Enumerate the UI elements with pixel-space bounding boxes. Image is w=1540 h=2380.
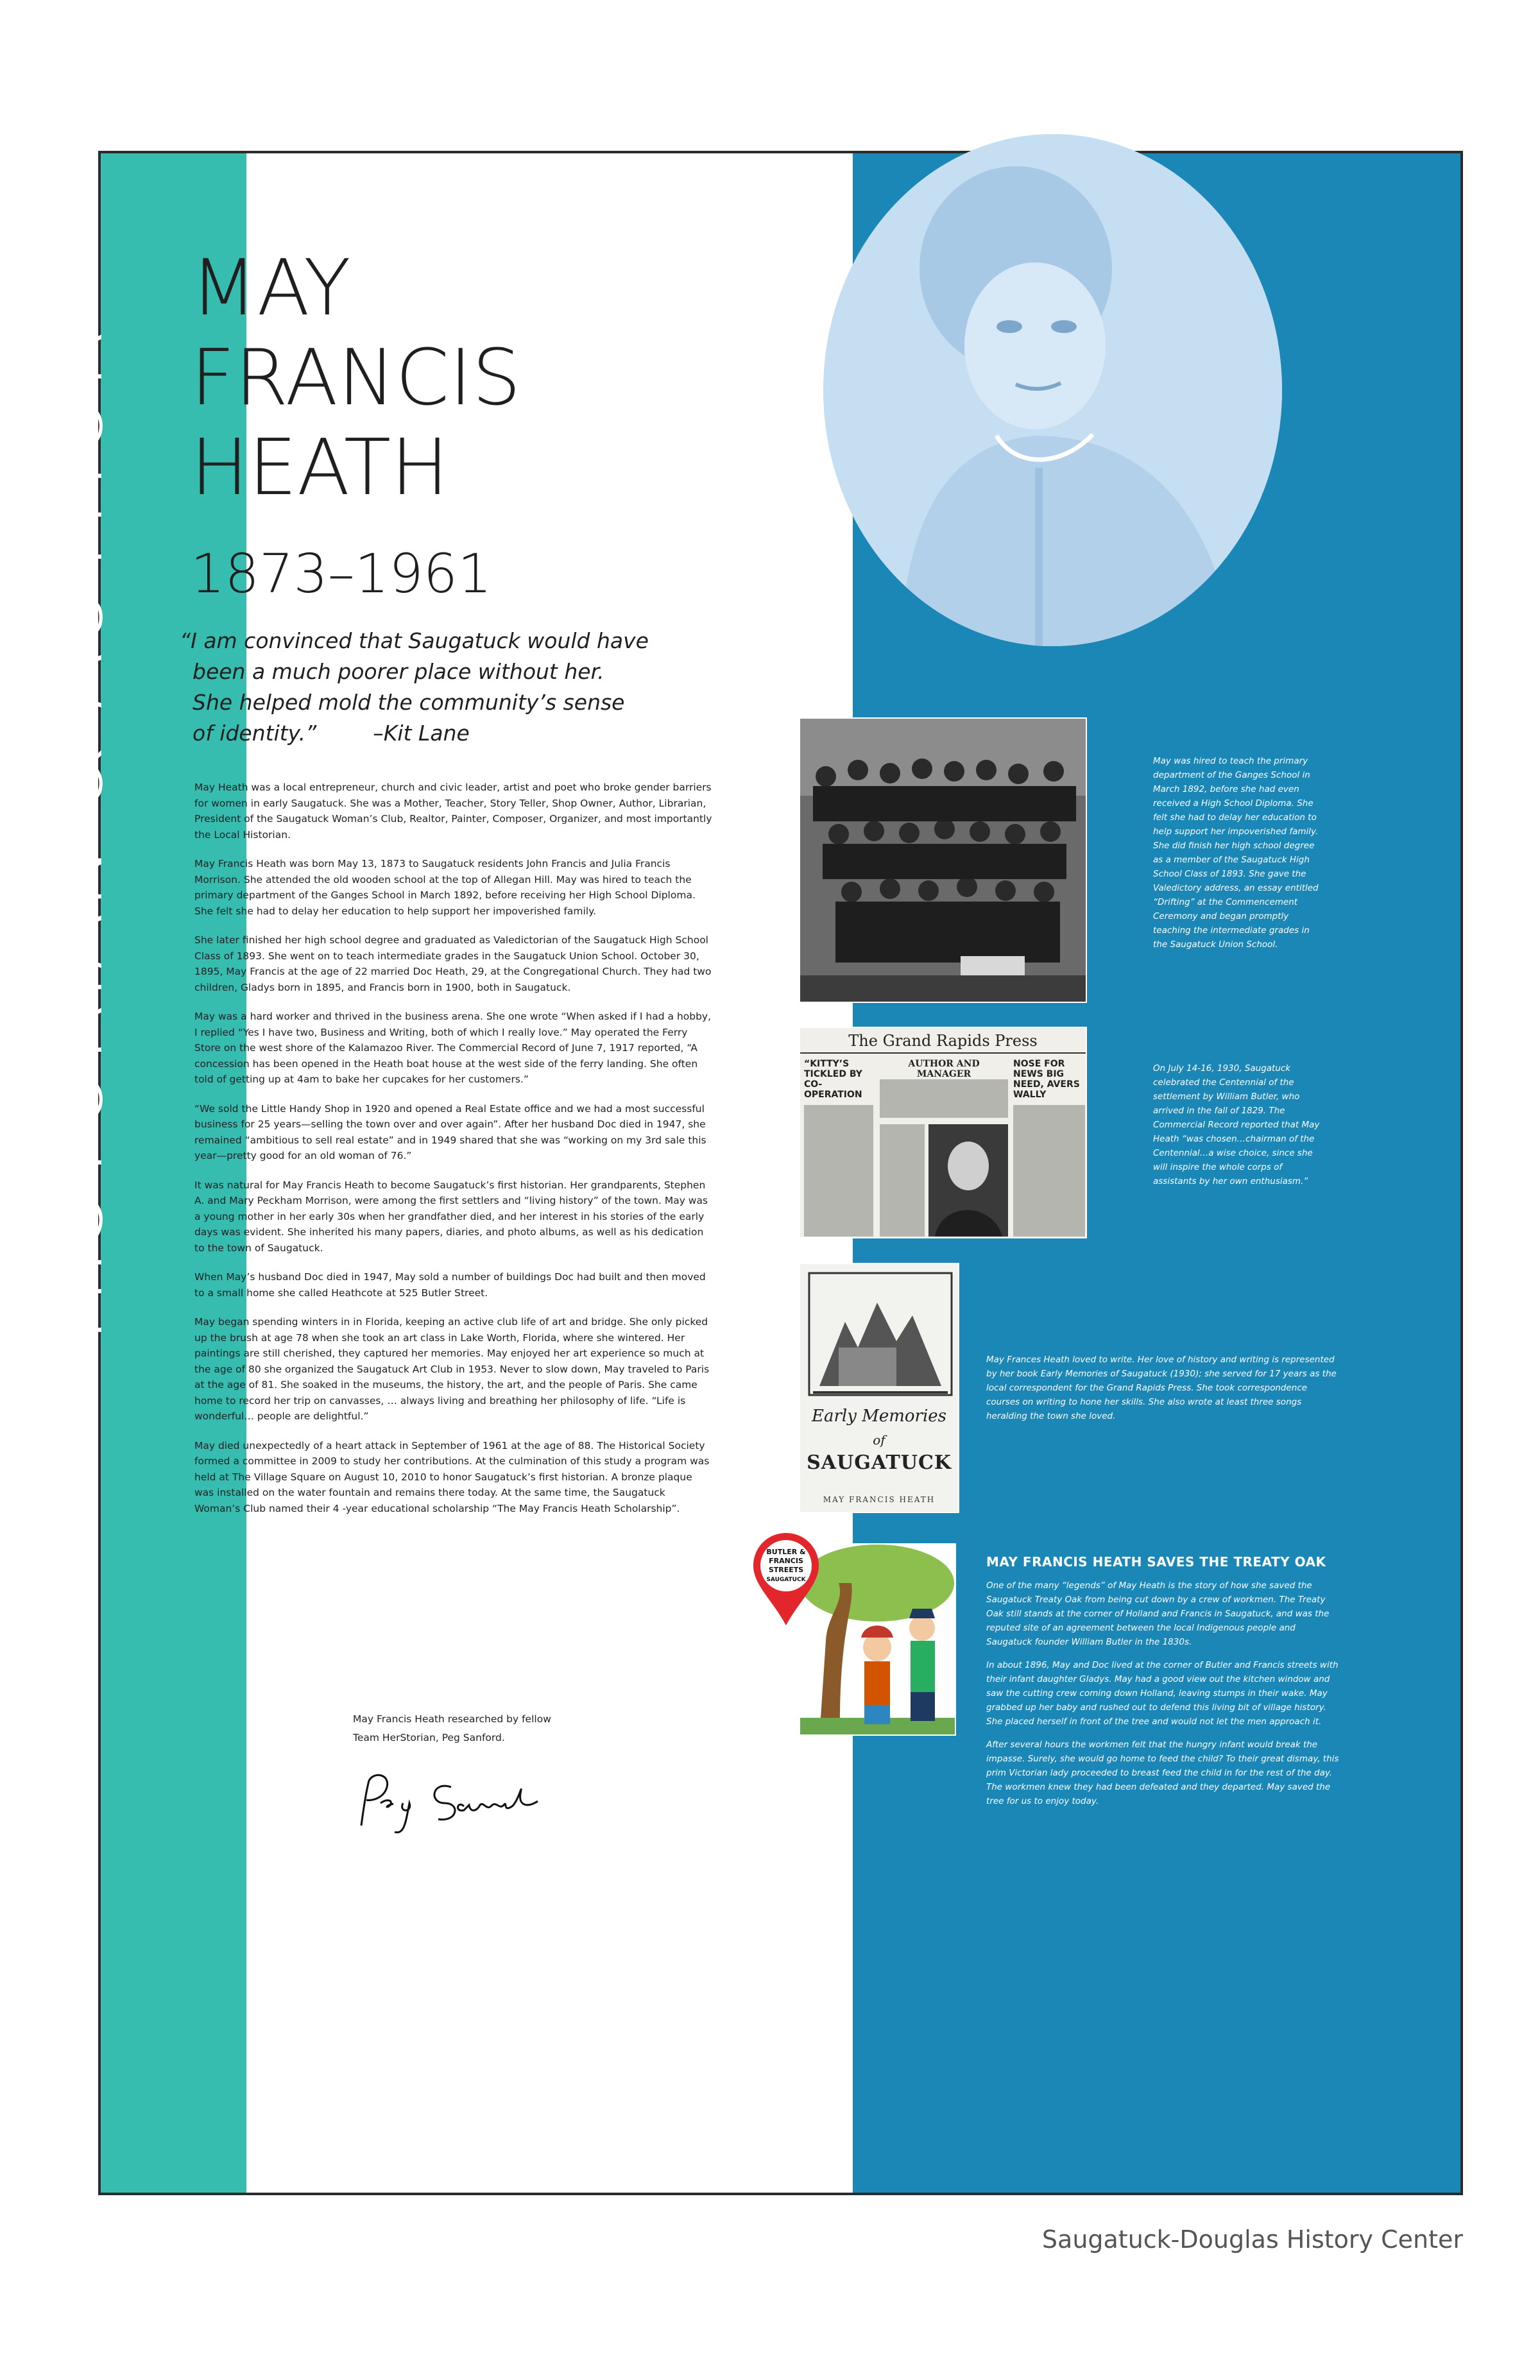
pin-label-3: STREETS bbox=[768, 1566, 804, 1574]
book-title-of: of bbox=[873, 1432, 886, 1448]
quote-attribution: –Kit Lane bbox=[373, 721, 470, 746]
quote-line-4 bbox=[180, 718, 732, 749]
newspaper-headline-left: “KITTY’S TICKLED BY CO-OPERATION bbox=[804, 1059, 862, 1100]
school-class-photo bbox=[799, 717, 1087, 1003]
book-cover-illustration bbox=[800, 1264, 959, 1513]
portrait-photo bbox=[823, 134, 1282, 646]
newspaper-headline-right: NOSE FOR NEWS BIG NEED, AVERS WALLY bbox=[1013, 1059, 1080, 1100]
bio-paragraph: May died unexpectedly of a heart attack in September of 1961 at the age of 88. The Historical Society formed a committee in 2009 to study her contributions. At the culmination of this study a program was held at The Village Square on August 10, 2010 to honor Saugatuck’s first historian. A bronze plaque was installed on the water fountain and remains there today. At the same time, the Saugatuck Woman’s Club named their 4 -year educational scholarship “The May Francis Heath Scholarship”. bbox=[194, 1439, 710, 1514]
cartoon-image bbox=[800, 1545, 956, 1736]
quote bbox=[180, 626, 732, 749]
bio-paragraph: She later finished her high school degree and graduated as Valedictorian of the Saugatuck High School Class of 1893. She went on to teach intermediate grades in the Saugatuck Union School. October 30, 1895, May Francis at the age of 22 married Doc Heath, 29, at the Congregational Church. They had two children, Gladys born in 1895, and Francis born in 1900, both in Saugatuck. bbox=[194, 934, 712, 993]
pin-label-1: BUTLER & bbox=[766, 1548, 806, 1556]
biography bbox=[194, 780, 714, 1530]
book-title-script: Early Memories bbox=[812, 1407, 946, 1426]
caption-book: May Frances Heath loved to write. Her love of history and writing is represented by her book Early Memories of Saugatuck (1930); she served for 17 years as the local correspondent for the Grand Rapids Press. She took correspondence courses on writing to hone her skills. She also wrote at least three songs heralding the town she loved. bbox=[986, 1355, 1337, 1421]
name-line-2: FRANCIS bbox=[191, 334, 521, 423]
bio-paragraph: May Heath was a local entrepreneur, church and civic leader, artist and poet who broke gender barriers for women in early Saugatuck. She was a Mother, Teacher, Story Teller, Shop Owner, Author, Librarian, President of the Saugatuck Woman’s Club, Realtor, Painter, Composer, Organizer, and most importantly the Local Historian. bbox=[194, 782, 712, 841]
caption-school-photo: May was hired to teach the primary department of the Ganges School in March 1892, before she had even received a High School Diploma. She felt she had to delay her education to help support her impoverished family. She did finish her high school degree as a member of the Saugatuck High School Class of 1893. She gave the Valedictory address, an essay entitled “Drifting” at the Commencement Ceremony and began promptly teaching the intermediate grades in the Saugatuck Union School. bbox=[1153, 756, 1319, 950]
credit-line-2: Team HerStorian, Peg Sanford. bbox=[353, 1732, 505, 1743]
newspaper-clipping bbox=[799, 1027, 1087, 1238]
life-dates: 1873–1961 bbox=[191, 542, 492, 605]
book-cover bbox=[799, 1263, 959, 1513]
book-title-main: SAUGATUCK bbox=[807, 1451, 952, 1474]
footer-credit: Saugatuck-Douglas History Center bbox=[1041, 2225, 1463, 2254]
bio-paragraph: May was a hard worker and thrived in the business arena. She one wrote “When asked if I had a hobby, I replied “Yes I have two, Business and Writing, both of which I really love.” May operated the Ferry Store on the west shore of the Kalamazoo River. The Commercial Record of June 7, 1917 reported, “A concession has been opened in the Heath boat house at the west side of the ferry landing. She often told of getting up at 4am to bake her cupcakes for her customers.” bbox=[194, 1011, 712, 1085]
credit-line-1: May Francis Heath researched by fellow bbox=[353, 1713, 551, 1725]
side-title: HISTORIAN & AUTHOR bbox=[23, 326, 122, 1342]
name-line-1: MAY bbox=[191, 244, 351, 333]
oak-paragraph: One of the many “legends” of May Heath is the story of how she saved the Saugatuck Treaty Oak from being cut down by a crew of workmen. The Treaty Oak still stands at the corner of Holland and Francis in Saugatuck, and was the reputed site of an agreement between the local Indigenous people and Saugatuck founder William Butler in the 1830s. bbox=[986, 1580, 1330, 1647]
quote-line-2: been a much poorer place without her. bbox=[193, 659, 604, 684]
caption-newspaper: On July 14-16, 1930, Saugatuck celebrated the Centennial of the settlement by William Butler, who arrived in the fall of 1829. The Commercial Record reported that May Heath “was chosen…chairman of the Centennial…a wise choice, since she will inspire the whole corps of assistants by her own enthusiasm.” bbox=[1153, 1063, 1320, 1186]
research-credit bbox=[353, 1710, 635, 1747]
treaty-oak-story bbox=[986, 1579, 1342, 1817]
bio-paragraph: “We sold the Little Handy Shop in 1920 and opened a Real Estate office and we had a most successful business for 25 years—selling the town over and over again”. After her husband Doc died in 1947, she remained “ambitious to sell real estate” and in 1949 shared that she was “working on my 3rd sale this year—pretty good for an old woman of 76.” bbox=[194, 1102, 706, 1161]
bio-paragraph: It was natural for May Francis Heath to become Saugatuck’s first historian. Her grandparents, Stephen A. and Mary Peckham Morrison, were among the first settlers and “living history” of the town. May was a young mother in her early 30s when her grandfather died, and her interest in his stories of the early days was evident. She inherited his many papers, diaries, and photo albums, as well as his dedication to the town of Saugatuck. bbox=[194, 1179, 708, 1254]
quote-line-4-text: of identity.” bbox=[193, 721, 317, 746]
oak-paragraph: In about 1896, May and Doc lived at the corner of Butler and Francis streets with their infant daughter Gladys. May had a good view out the kitchen window and saw the cutting crew coming down Holland, leaving stumps in their wake. May grabbed up her baby and rushed out to defend this living bit of village history. She placed herself in front of the tree and would not let the men approach it. bbox=[986, 1660, 1339, 1727]
book-author: MAY FRANCIS HEATH bbox=[823, 1495, 936, 1504]
handwritten-signature bbox=[355, 1768, 586, 1845]
pin-label-4: SAUGATUCK bbox=[766, 1577, 806, 1583]
bio-paragraph: May began spending winters in in Florida, keeping an active club life of art and bridge. She only picked up the brush at age 78 when she took an art class in Lake Worth, Florida, where she wintered. Her paintings are still cherished, they captured her memories. May enjoyed her art experience so much at the age of 80 she organized the Saugatuck Art Club in 1953. Never to slow down, May traveled to Paris at the age of 81. She soaked in the museums, the history, the art, and the people of Paris. She came home to record her trip on canvasses, … always living and breathing her philosophy of life. “Life is wonderful… people are delightful.” bbox=[194, 1316, 710, 1422]
quote-line-1: “I am convinced that Saugatuck would have bbox=[180, 628, 649, 653]
newspaper-columns bbox=[800, 1028, 1087, 1238]
newspaper-masthead: The Grand Rapids Press bbox=[800, 1028, 1086, 1054]
bio-paragraph: May Francis Heath was born May 13, 1873 to Saugatuck residents John Francis and Julia Francis Morrison. She attended the old wooden school at the top of Allegan Hill. May was hired to teach the primary department of the Ganges School in March 1892, before receiving her High School Diploma. She felt she had to delay her education to help support her impoverished family. bbox=[194, 858, 696, 917]
treaty-oak-cartoon bbox=[799, 1543, 956, 1736]
pin-label-2: FRANCIS bbox=[769, 1557, 803, 1565]
person-name bbox=[191, 244, 717, 513]
newspaper-headline-center: AUTHOR AND MANAGER bbox=[880, 1059, 1008, 1080]
quote-line-3: She helped mold the community’s sense bbox=[193, 690, 625, 715]
treaty-oak-heading: MAY FRANCIS HEATH SAVES THE TREATY OAK bbox=[986, 1554, 1326, 1570]
oak-paragraph: After several hours the workmen felt that the hungry infant would break the impasse. Surely, she would go home to feed the child? To their great dismay, this prim Victorian lady proceeded to breast feed the child in for the rest of the day. The workmen knew they had been defeated and they departed. May saved the tree for us to enjoy today. bbox=[986, 1740, 1339, 1806]
bio-paragraph: When May’s husband Doc died in 1947, May sold a number of buildings Doc had built and then moved to a small home she called Heathcote at 525 Butler Street. bbox=[194, 1271, 706, 1299]
location-pin-icon bbox=[751, 1530, 821, 1627]
portrait-image bbox=[823, 134, 1282, 646]
class-photo-image bbox=[800, 719, 1087, 1003]
name-line-3: HEATH bbox=[191, 424, 449, 513]
